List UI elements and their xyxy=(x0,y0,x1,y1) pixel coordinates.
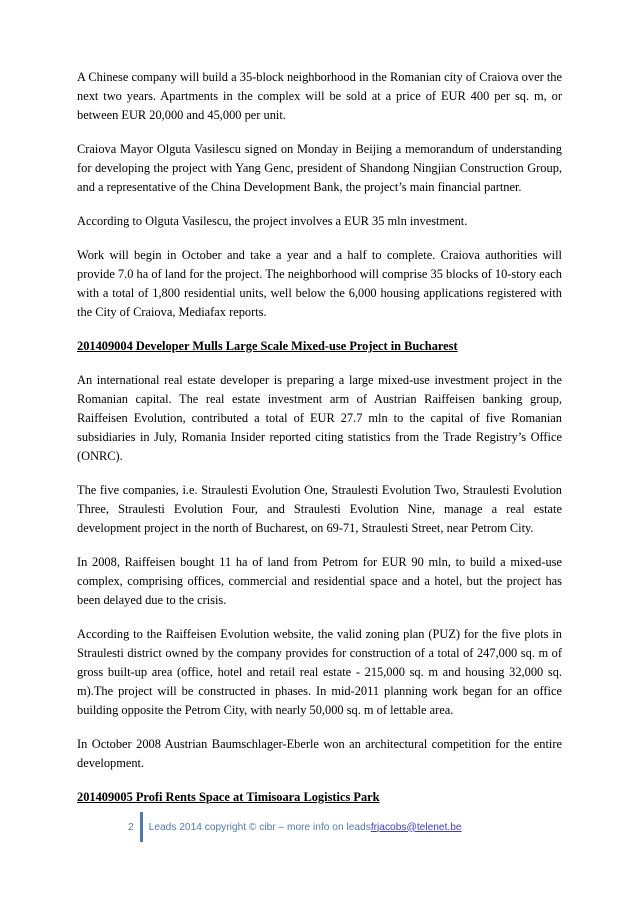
paragraph: According to Olguta Vasilescu, the project involves a EUR 35 mln investment. xyxy=(77,214,468,228)
paragraph: Craiova Mayor Olguta Vasilescu signed on Monday in Beijing a memorandum of understanding for developing the project with Yang Genc, president of Shandong Ningjian Construction Group, and a representative of the China Development Bank, the project’s main financial partner. xyxy=(77,142,562,194)
paragraph: A Chinese company will build a 35-block neighborhood in the Romanian city of Craiova over the next two years. Apartments in the complex will be sold at a price of EUR 400 per sq. m, or between EUR 20,000 and 45,000 per unit. xyxy=(77,70,562,122)
footer-copyright-text: Leads 2014 copyright © cibr – more info on leads xyxy=(148,821,371,833)
document-body xyxy=(77,68,562,822)
paragraph: Work will begin in October and take a year and a half to complete. Craiova authorities will provide 7.0 ha of land for the project. The neighborhood will comprise 35 blocks of 10-story each with a total of 1,800 residential units, well below the 6,000 housing applications registered with the City of Craiova, Mediafax reports. xyxy=(77,248,562,319)
paragraph: In October 2008 Austrian Baumschlager-Eberle won an architectural competition for the entire development. xyxy=(77,737,562,770)
paragraph: In 2008, Raiffeisen bought 11 ha of land from Petrom for EUR 90 mln, to build a mixed-use complex, comprising offices, commercial and residential space and a hotel, but the project has been delayed due to the crisis. xyxy=(77,555,562,607)
paragraph: The five companies, i.e. Straulesti Evolution One, Straulesti Evolution Two, Straulesti Evolution Three, Straulesti Evolution Four, and Straulesti Evolution Nine, manage a real estate development project in the north of Bucharest, on 69-71, Straulesti Street, near Petrom City. xyxy=(77,483,562,535)
page-number: 2 xyxy=(128,821,134,833)
section-heading: 201409005 Profi Rents Space at Timisoara Logistics Park xyxy=(77,790,380,804)
section-heading: 201409004 Developer Mulls Large Scale Mixed-use Project in Bucharest xyxy=(77,339,458,353)
paragraph: An international real estate developer is preparing a large mixed-use investment project in the Romanian capital. The real estate investment arm of Austrian Raiffeisen banking group, Raiffeisen Evolution, contributed a total of EUR 27.7 mln to the capital of five Romanian subsidiaries in July, Romania Insider reported citing statistics from the Trade Registry’s Office (ONRC). xyxy=(77,373,562,463)
footer-email-link[interactable]: frjacobs@telenet.be xyxy=(370,821,462,833)
footer-divider xyxy=(140,812,143,842)
page-footer xyxy=(128,812,462,842)
paragraph: According to the Raiffeisen Evolution website, the valid zoning plan (PUZ) for the five plots in Straulesti district owned by the company provides for construction of a total of 247,000 sq. m of gross built-up area (office, hotel and retail real estate - 215,000 sq. m and housing 32,000 sq. m).The project will be constructed in phases. In mid-2011 planning work began for an office building opposite the Petrom City, with nearly 50,000 sq. m of lettable area. xyxy=(77,627,562,717)
